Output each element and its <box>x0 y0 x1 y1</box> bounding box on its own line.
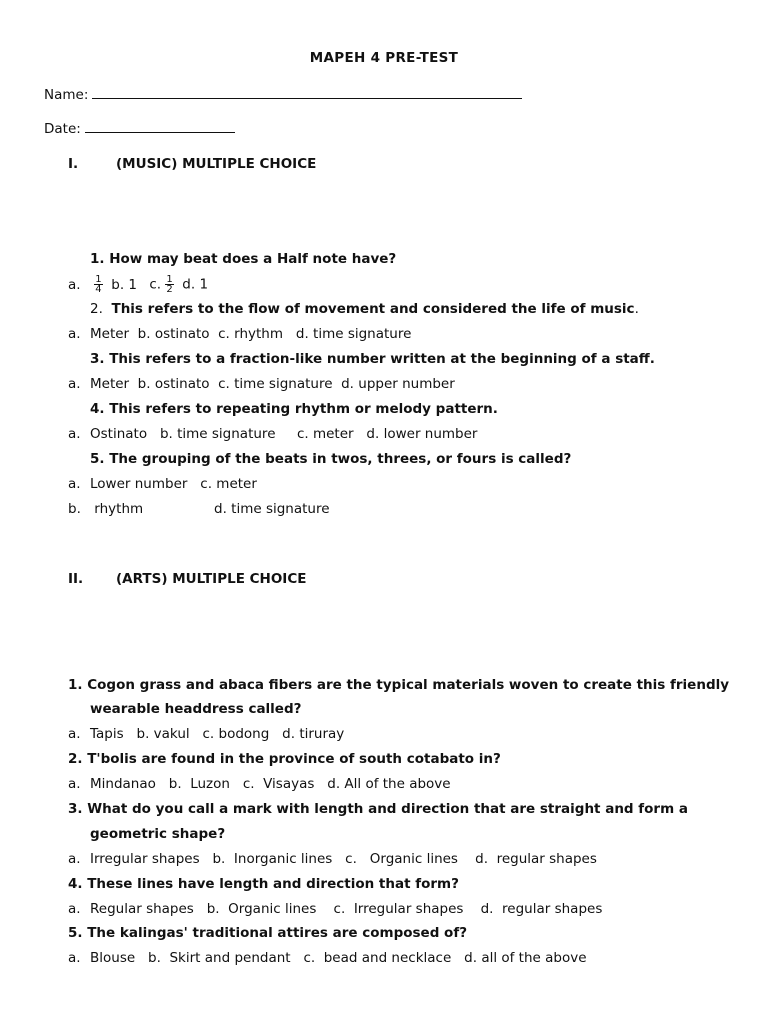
section-roman-numeral: I. <box>68 156 79 172</box>
option-list: Blouse b. Skirt and pendant c. bead and necklace d. all of the above <box>90 950 587 966</box>
options-music-3 <box>68 375 455 393</box>
page-title: MAPEH 4 PRE-TEST <box>309 50 459 66</box>
options-music-4 <box>68 425 477 443</box>
question-arts-3-cont: geometric shape? <box>90 826 226 842</box>
options-arts-1 <box>68 725 344 743</box>
question-music-3: 3. This refers to a fraction-like number written at the beginning of a staff. <box>90 351 655 367</box>
section-title: (MUSIC) MULTIPLE CHOICE <box>116 156 317 172</box>
option-label: a. <box>68 726 81 742</box>
option-d: d. 1 <box>182 276 209 293</box>
options-music-1 <box>68 275 208 294</box>
option-label: a. <box>68 326 81 342</box>
option-d-time-signature: d. time signature <box>214 501 330 517</box>
option-c: c. <box>149 276 162 293</box>
option-list: Irregular shapes b. Inorganic lines c. Organic lines d. regular shapes <box>90 851 597 867</box>
question-arts-3: 3. What do you call a mark with length and direction that are straight and form a <box>68 801 688 817</box>
fraction-one-fourth: $\frac{1}{4}$ <box>95 274 102 295</box>
date-label: Date: <box>44 121 81 137</box>
question-music-4: 4. This refers to repeating rhythm or melody pattern. <box>90 401 498 417</box>
options-arts-2 <box>68 775 451 793</box>
options-arts-4 <box>68 900 602 918</box>
section-music-heading <box>68 155 316 173</box>
question-arts-2: 2. T'bolis are found in the province of south cotabato in? <box>68 751 501 767</box>
option-label: a. <box>68 376 81 392</box>
name-label: Name: <box>44 87 89 103</box>
option-label: a. <box>68 276 81 293</box>
date-blank-line[interactable] <box>85 120 235 133</box>
option-list: Lower number c. meter <box>90 476 257 492</box>
option-list: Meter b. ostinato c. rhythm d. time signature <box>90 326 412 342</box>
question-number: 2. <box>90 301 103 317</box>
options-music-5b <box>68 500 330 518</box>
question-arts-5: 5. The kalingas' traditional attires are composed of? <box>68 925 468 941</box>
name-blank-line[interactable] <box>92 86 522 99</box>
option-list: Tapis b. vakul c. bodong d. tiruray <box>90 726 345 742</box>
option-label: a. <box>68 476 81 492</box>
date-field[interactable] <box>44 120 235 138</box>
question-music-5: 5. The grouping of the beats in twos, threes, or fours is called? <box>90 451 572 467</box>
section-title: (ARTS) MULTIPLE CHOICE <box>116 571 307 587</box>
options-arts-3 <box>68 850 597 868</box>
question-arts-1-cont: wearable headdress called? <box>90 701 302 717</box>
option-label: a. <box>68 426 81 442</box>
option-b: b. 1 <box>111 276 138 293</box>
section-roman-numeral: II. <box>68 571 84 587</box>
question-text: This refers to the flow of movement and considered the life of music <box>111 301 635 317</box>
fraction-one-half: $\frac{1}{2}$ <box>166 274 173 295</box>
option-label: a. <box>68 901 81 917</box>
question-music-2 <box>90 300 639 318</box>
options-music-2 <box>68 325 411 343</box>
options-arts-5 <box>68 949 587 967</box>
option-label: b. <box>68 501 81 517</box>
option-label: a. <box>68 851 81 867</box>
question-music-1: 1. How may beat does a Half note have? <box>90 251 397 267</box>
question-arts-1: 1. Cogon grass and abaca fibers are the typical materials woven to create this friendly <box>68 677 730 693</box>
option-list: Ostinato b. time signature c. meter d. lower number <box>90 426 478 442</box>
question-arts-4: 4. These lines have length and direction that form? <box>68 876 459 892</box>
section-arts-heading <box>68 570 306 588</box>
question-period: . <box>634 301 639 317</box>
option-list: Mindanao b. Luzon c. Visayas d. All of the above <box>90 776 451 792</box>
option-list: Meter b. ostinato c. time signature d. upper number <box>90 376 455 392</box>
option-label: a. <box>68 776 81 792</box>
option-list: Regular shapes b. Organic lines c. Irregular shapes d. regular shapes <box>90 901 603 917</box>
option-b-rhythm: rhythm <box>94 501 144 517</box>
name-field[interactable] <box>44 86 522 104</box>
option-label: a. <box>68 950 81 966</box>
options-music-5a <box>68 475 257 493</box>
